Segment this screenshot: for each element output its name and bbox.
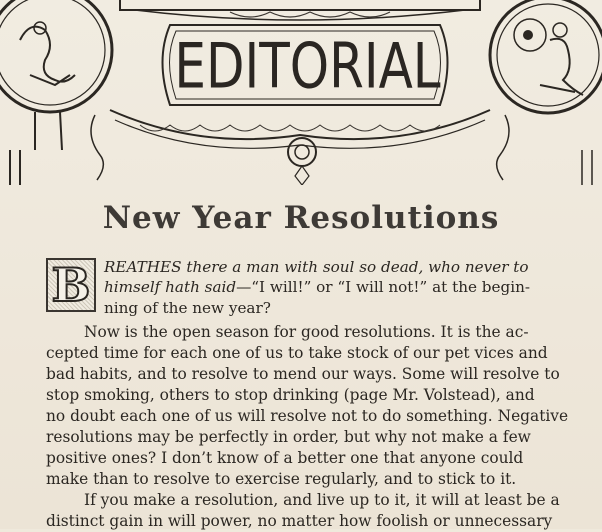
article-title: New Year Resolutions <box>102 200 500 236</box>
para2-line: distinct gain in will power, no matter how foolish or unnecessary <box>46 512 553 530</box>
editorial-header-ornament <box>0 0 602 185</box>
para1-line: Now is the open season for good resolutions. It is the ac- <box>84 323 529 341</box>
lead-line-2-roman: —“I will!” or “I will not!” at the begin- <box>236 278 530 296</box>
lead-line-3: ning of the new year? <box>104 299 271 317</box>
para1-line: bad habits, and to resolve to mend our ways. Some will resolve to <box>46 365 560 383</box>
para1-line: no doubt each one of us will resolve not to do something. Negative <box>46 407 569 425</box>
para1-line: positive ones? I don’t know of a better one that anyone could <box>46 449 524 467</box>
para1-line: cepted time for each one of us to take stock of our pet vices and <box>46 344 548 362</box>
drop-cap-letter: B <box>51 258 91 312</box>
editorial-banner-title: EDITORIAL <box>174 29 441 102</box>
drop-cap-box <box>46 258 96 312</box>
para2-line: If you make a resolution, and live up to it, it will at least be a <box>84 491 560 509</box>
para1-line: stop smoking, others to stop drinking (page Mr. Volstead), and <box>46 386 535 404</box>
lead-line-1: REATHES there a man with soul so dead, who never to <box>104 258 529 276</box>
para1-line: resolutions may be perfectly in order, but why not make a few <box>46 428 531 446</box>
lead-line-2 <box>104 277 530 298</box>
para1-line: make than to resolve to exercise regularly, and to stick to it. <box>46 470 517 488</box>
lead-line-2-italic: himself hath said <box>104 278 237 296</box>
